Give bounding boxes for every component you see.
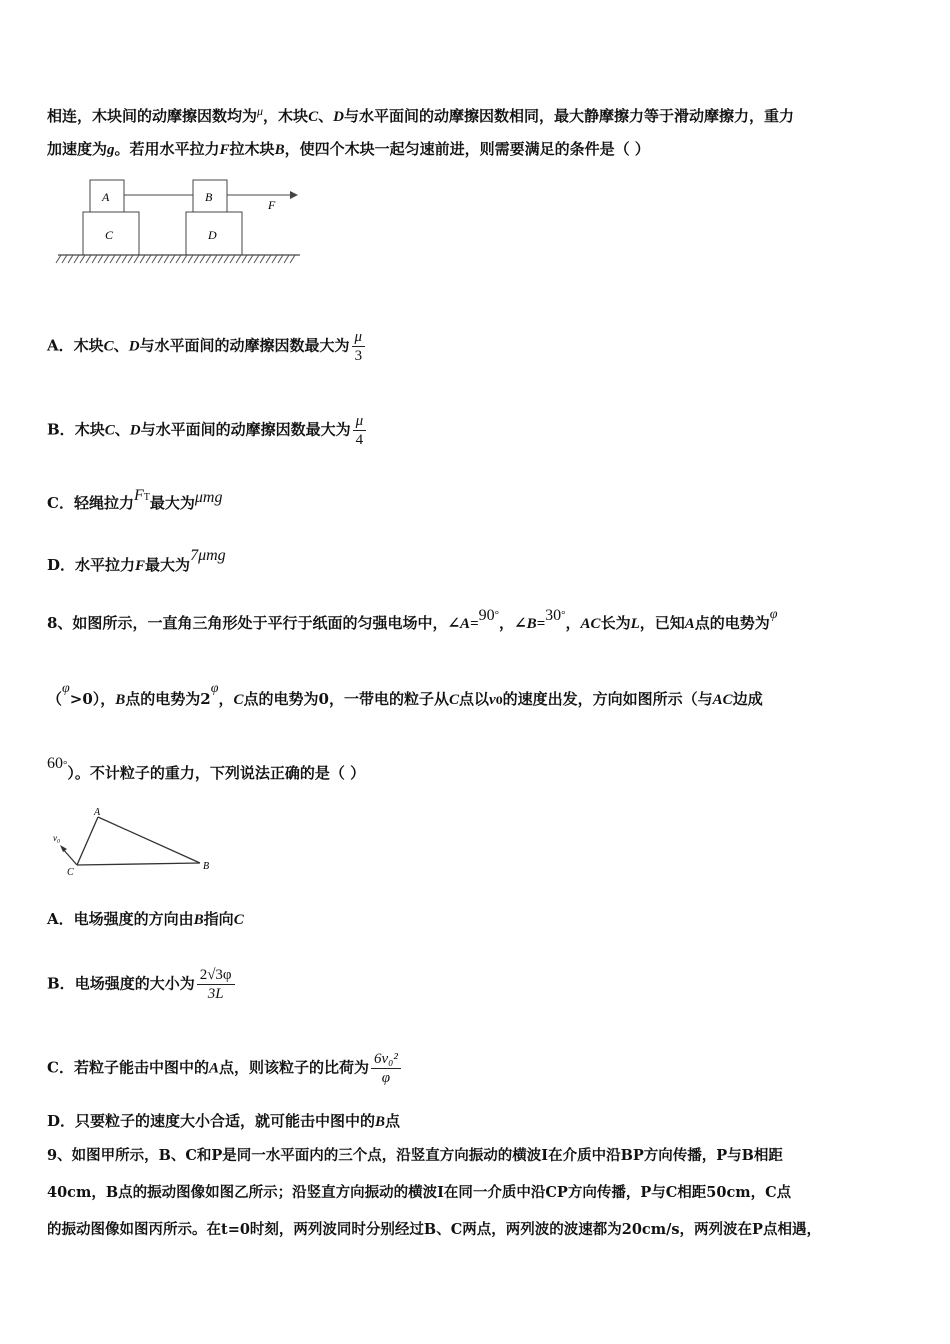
option-text: 只要粒子的速度大小合适，就可能击中图中的 xyxy=(75,1112,376,1130)
q7-var-D: D xyxy=(333,109,344,125)
hatch-line xyxy=(146,255,151,263)
q7-mu: μ xyxy=(257,104,264,118)
option-key: C． xyxy=(47,1058,74,1077)
q8-var-B: B xyxy=(375,1114,386,1130)
q7-var-g: g xyxy=(107,142,115,158)
q7-option-B xyxy=(47,412,910,449)
hatch-line xyxy=(62,255,67,263)
hatch-line xyxy=(128,255,133,263)
q8-text: >0）， xyxy=(69,690,116,708)
q7-var-D: D xyxy=(129,422,141,439)
frac-num: 6v₀² xyxy=(371,1050,401,1069)
fraction-mu-3 xyxy=(352,328,366,365)
option-text: 最大为 xyxy=(149,494,195,512)
ft-F: F xyxy=(133,487,144,504)
label-C: C xyxy=(105,228,114,242)
q8-text: ， xyxy=(218,690,234,708)
hatch-line xyxy=(164,255,169,263)
q8-triangle-figure xyxy=(50,805,220,880)
q8-stem-line1 xyxy=(47,604,910,635)
option-text: 与水平面间的动摩擦因数最大为 xyxy=(139,336,350,355)
q8-angle-60: 60 xyxy=(47,755,63,772)
option-text: 水平拉力 xyxy=(75,556,136,574)
side-AC xyxy=(77,817,98,865)
q8-text: 点的电势为 xyxy=(694,614,770,632)
option-key: B． xyxy=(47,974,75,993)
label-C: C xyxy=(67,867,74,878)
q8-option-A xyxy=(47,908,910,931)
option-text: 点，则该粒子的比荷为 xyxy=(218,1058,369,1077)
q7-var-F: F xyxy=(219,142,230,158)
degree-sign: ° xyxy=(63,759,68,771)
q7-var-F: F xyxy=(135,558,146,574)
hatch-line xyxy=(98,255,103,263)
hatch-line xyxy=(158,255,163,263)
hatch-line xyxy=(242,255,247,263)
degree-sign: ° xyxy=(561,609,566,621)
hatch-line xyxy=(170,255,175,263)
fraction-charge-ratio xyxy=(371,1050,401,1087)
q8-text: ， xyxy=(565,614,581,632)
q7-blocks-figure xyxy=(55,175,305,270)
option-text: 若粒子能击中图中的 xyxy=(73,1058,209,1077)
hatch-line xyxy=(224,255,229,263)
hatch-line xyxy=(110,255,115,263)
hatch-line xyxy=(68,255,73,263)
q8-option-B xyxy=(47,966,910,1003)
frac-num: μ xyxy=(352,328,366,347)
hatch-line xyxy=(212,255,217,263)
q8-text: 点的电势为0，一带电的粒子从 xyxy=(243,690,449,708)
hatch-line xyxy=(194,255,199,263)
hatch-line xyxy=(206,255,211,263)
hatch-line xyxy=(290,255,295,263)
q8-option-D xyxy=(47,1110,910,1133)
tension-FT xyxy=(134,487,150,504)
q7-stem-line2 xyxy=(47,138,910,161)
fraction-field-strength xyxy=(197,966,235,1003)
option-key: D． xyxy=(47,1112,76,1130)
option-text: 、 xyxy=(113,336,129,355)
q8-text: 边成 xyxy=(732,690,763,708)
option-text: 轻绳拉力 xyxy=(73,494,134,512)
hatch-line xyxy=(74,255,79,263)
q7-var-C: C xyxy=(308,109,319,125)
q8-var-A: A xyxy=(208,1060,219,1077)
q7-text: 。若用水平拉力 xyxy=(114,140,220,158)
option-text: 电场强度的方向由 xyxy=(73,910,194,928)
q8-var-B: B xyxy=(115,692,126,708)
q8-phi: φ xyxy=(769,607,778,622)
q8-var-C: C xyxy=(233,692,244,708)
q7-var-B: B xyxy=(274,142,285,158)
q9-stem-line2: 40cm，B点的振动图像如图乙所示；沿竖直方向振动的横波Ⅰ在同一介质中沿CP方向传播，P与C相距50cm，C点 xyxy=(47,1184,792,1201)
frac-num: μ xyxy=(353,412,367,431)
velocity-arrow-head xyxy=(60,845,67,852)
q8-var-C: C xyxy=(448,692,459,708)
q8-var-C: C xyxy=(233,912,244,928)
q7-text: ，木块 xyxy=(263,107,309,125)
hatch-line xyxy=(248,255,253,263)
degree-sign: ° xyxy=(494,609,499,621)
q7-text: 与水平面间的动摩擦因数相同，最大静摩擦力等于滑动摩擦力，重力 xyxy=(343,107,794,125)
hatch-line xyxy=(272,255,277,263)
q7-option-C xyxy=(47,485,910,514)
hatch-line xyxy=(218,255,223,263)
hatch-line xyxy=(260,255,265,263)
hatch-line xyxy=(254,255,259,263)
option-value: μmg xyxy=(194,489,223,506)
label-D: D xyxy=(208,228,217,242)
q9-stem-line3: 的振动图像如图丙所示。在t=0时刻，两列波同时分别经过B、C两点，两列波的波速都为20cm/s，两列波在P点相遇， xyxy=(47,1221,821,1238)
frac-den: 3 xyxy=(354,348,363,364)
hatch-line xyxy=(200,255,205,263)
side-CB xyxy=(77,863,200,865)
option-text: 与水平面间的动摩擦因数最大为 xyxy=(140,420,351,439)
hatch-line xyxy=(116,255,121,263)
label-B: B xyxy=(205,190,213,204)
q8-var-AC: AC xyxy=(580,616,601,632)
hatch-line xyxy=(266,255,271,263)
q7-text: ，使四个木块一起匀速前进，则需要满足的条件是（ ） xyxy=(284,140,650,158)
hatch-line xyxy=(176,255,181,263)
q8-text: ，已知 xyxy=(639,614,685,632)
hatch-line xyxy=(140,255,145,263)
q8-angle-A-value: 90 xyxy=(478,607,495,624)
option-key: A． xyxy=(47,336,74,355)
hatch-line xyxy=(104,255,109,263)
q8-var-A: A xyxy=(684,616,695,632)
frac-den: 4 xyxy=(355,432,364,448)
option-key: B． xyxy=(47,420,75,439)
q8-v0-sub: 0 xyxy=(495,696,503,707)
q7-option-D xyxy=(47,545,910,577)
q8-text: 的速度出发，方向如图所示（与 xyxy=(502,690,713,708)
q8-text: 长为 xyxy=(600,614,631,632)
frac-num: 2√3φ xyxy=(197,966,235,985)
option-text: 、 xyxy=(114,420,130,439)
q8-stem-line2 xyxy=(47,678,910,713)
q8-angle-A: A= xyxy=(460,616,479,632)
q8-var-B: B xyxy=(193,912,204,928)
q9-stem-line1: 9、如图甲所示，B、C和P是同一水平面内的三个点，沿竖直方向振动的横波Ⅰ在介质中沿BP方向传播，P与B相距 xyxy=(47,1147,783,1164)
q7-stem-line1 xyxy=(47,100,910,128)
frac-den: 3L xyxy=(207,986,224,1002)
label-A: A xyxy=(102,190,110,204)
q8-v0: v xyxy=(489,692,496,708)
hatch-line xyxy=(236,255,241,263)
option-text: 木块 xyxy=(74,420,105,439)
q8-option-C xyxy=(47,1050,910,1087)
label-A: A xyxy=(94,807,101,818)
hatch-line xyxy=(56,255,61,263)
q8-text: ，∠ xyxy=(498,614,527,632)
option-key: C． xyxy=(47,494,74,512)
q8-text: （ xyxy=(47,690,63,708)
q7-var-C: C xyxy=(104,422,115,439)
q7-text: 相连，木块间的动摩擦因数均为 xyxy=(47,107,258,125)
q8-text: 点以 xyxy=(459,690,490,708)
option-value: 7μmg xyxy=(190,547,226,564)
side-AB xyxy=(98,817,200,863)
q7-text: 拉木块 xyxy=(229,140,275,158)
hatch-line xyxy=(92,255,97,263)
hatch-line xyxy=(134,255,139,263)
hatch-line xyxy=(152,255,157,263)
option-key: A． xyxy=(47,910,74,928)
hatch-line xyxy=(182,255,187,263)
q8-angle-B-value: 30 xyxy=(545,607,562,624)
arrow-head xyxy=(290,191,298,199)
q8-angle-B: B= xyxy=(526,616,546,632)
q8-stem-line3 xyxy=(47,753,910,784)
q7-var-C: C xyxy=(103,338,114,355)
option-text: 电场强度的大小为 xyxy=(74,974,195,993)
option-text: 点 xyxy=(385,1112,401,1130)
option-text: 木块 xyxy=(73,336,104,355)
q8-var-L: L xyxy=(630,616,640,632)
frac-den: φ xyxy=(381,1070,391,1086)
option-text: 最大为 xyxy=(145,556,191,574)
q8-text: 点的电势为2 xyxy=(125,690,211,708)
hatch-line xyxy=(86,255,91,263)
q8-phi: φ xyxy=(210,681,219,696)
label-B: B xyxy=(203,861,210,872)
hatch-line xyxy=(80,255,85,263)
ft-sub: T xyxy=(143,492,150,503)
q8-text: ）。不计粒子的重力，下列说法正确的是（ ） xyxy=(67,764,366,782)
q8-phi: φ xyxy=(62,681,70,696)
label-F: F xyxy=(268,198,276,212)
hatch-line xyxy=(284,255,289,263)
hatch-line xyxy=(188,255,193,263)
hatch-line xyxy=(122,255,127,263)
q7-option-A xyxy=(47,328,910,365)
fraction-mu-4 xyxy=(353,412,367,449)
q7-var-D: D xyxy=(128,338,140,355)
q7-text: 、 xyxy=(318,107,334,125)
option-key: D． xyxy=(47,556,76,574)
option-text: 指向 xyxy=(203,910,234,928)
label-v0: v₀ xyxy=(53,833,61,843)
hatch-line xyxy=(278,255,283,263)
hatch-line xyxy=(230,255,235,263)
q8-text: 8、如图所示，一直角三角形处于平行于纸面的匀强电场中，∠ xyxy=(47,614,461,632)
floor-hatching xyxy=(56,255,295,263)
q7-text: 加速度为 xyxy=(47,140,108,158)
q8-var-AC: AC xyxy=(712,692,733,708)
